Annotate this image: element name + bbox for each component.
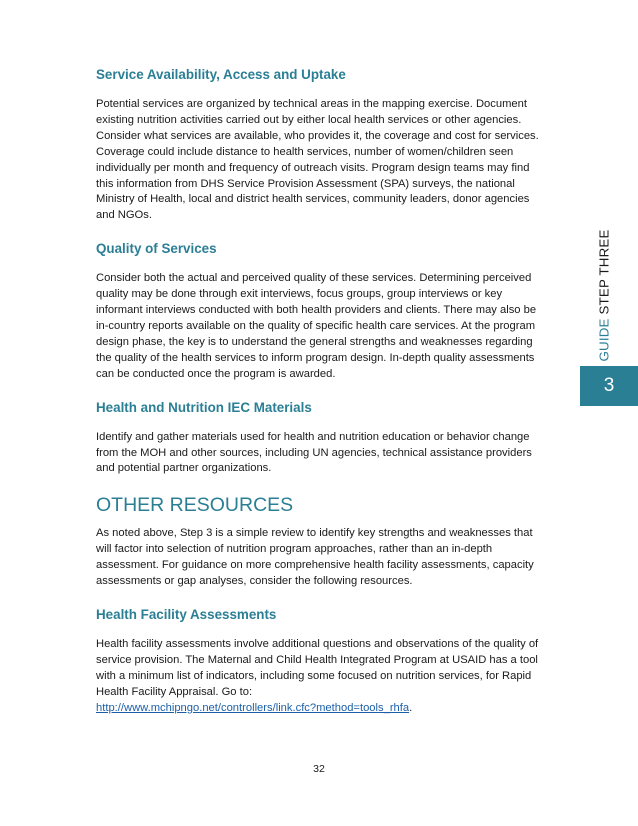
rhfa-tool-link[interactable]: http://www.mchipngo.net/controllers/link.cfc?method=tools_rhfa (96, 701, 410, 714)
section-body-iec-materials: Identify and gather materials used for health and nutrition education or behavior change from the MOH and other sources, including UN agencies, technical assistance providers and potential partner organizations. (96, 430, 532, 475)
section-heading-health-facility: Health Facility Assessments (96, 606, 277, 622)
page-content (96, 66, 544, 716)
section-heading-quality: Quality of Services (96, 241, 217, 257)
section-heading-iec-materials: Health and Nutrition IEC Materials (96, 399, 312, 415)
side-section-label (595, 228, 613, 362)
step-number-tab: 3 (580, 366, 638, 406)
other-resources-body: As noted above, Step 3 is a simple review to identify key strengths and weaknesses that will factor into selection of nutrition program approaches, rather than an in-depth assessment. For guidance on more comprehensive health facility assessments, capacity assessments or gap analyses, consider the following resources. (96, 527, 534, 588)
other-resources-heading: OTHER RESOURCES (96, 494, 294, 517)
page-number: 32 (313, 763, 325, 775)
section-body-quality: Consider both the actual and perceived quality of these services. Determining perceived quality may be done through exit interviews, focus groups, group interviews or key informant interviews conducted with both health providers and clients. There may also be in-country reports available on the quality of specific health care services. At the program design phase, the key is to understand the general strengths and weaknesses regarding the quality of the health services to inform program design. In-depth quality assessments can be conducted once the program is awarded. (96, 272, 537, 380)
side-guide-label: GUIDE (596, 317, 612, 362)
section-heading-service-availability: Service Availability, Access and Uptake (96, 67, 346, 82)
side-step-label: STEP THREE (596, 228, 612, 314)
section-body-service-availability: Potential services are organized by technical areas in the mapping exercise. Document existing nutrition activities carried out by either local health services or other agencies. Consider what services are available, who provides it, the coverage and cost for services. Coverage could include distance to health services, number of women/children seen individually per month and frequency of outreach visits. Program design teams may find this information from DHS Service Provision Assessment (SPA) surveys, the national Ministry of Health, local and district health services, community leaders, donor agencies and NGOs. (96, 98, 539, 222)
health-facility-text: Health facility assessments involve additional questions and observations of the quality of service provision. The Maternal and Child Health Integrated Program at USAID has a tool with a minimum list of indicators, including some focused on nutrition services, for Rapid Health Facility Appraisal. Go to: (96, 637, 539, 698)
link-trailing-period: . (409, 701, 413, 714)
section-body-health-facility (96, 637, 544, 717)
